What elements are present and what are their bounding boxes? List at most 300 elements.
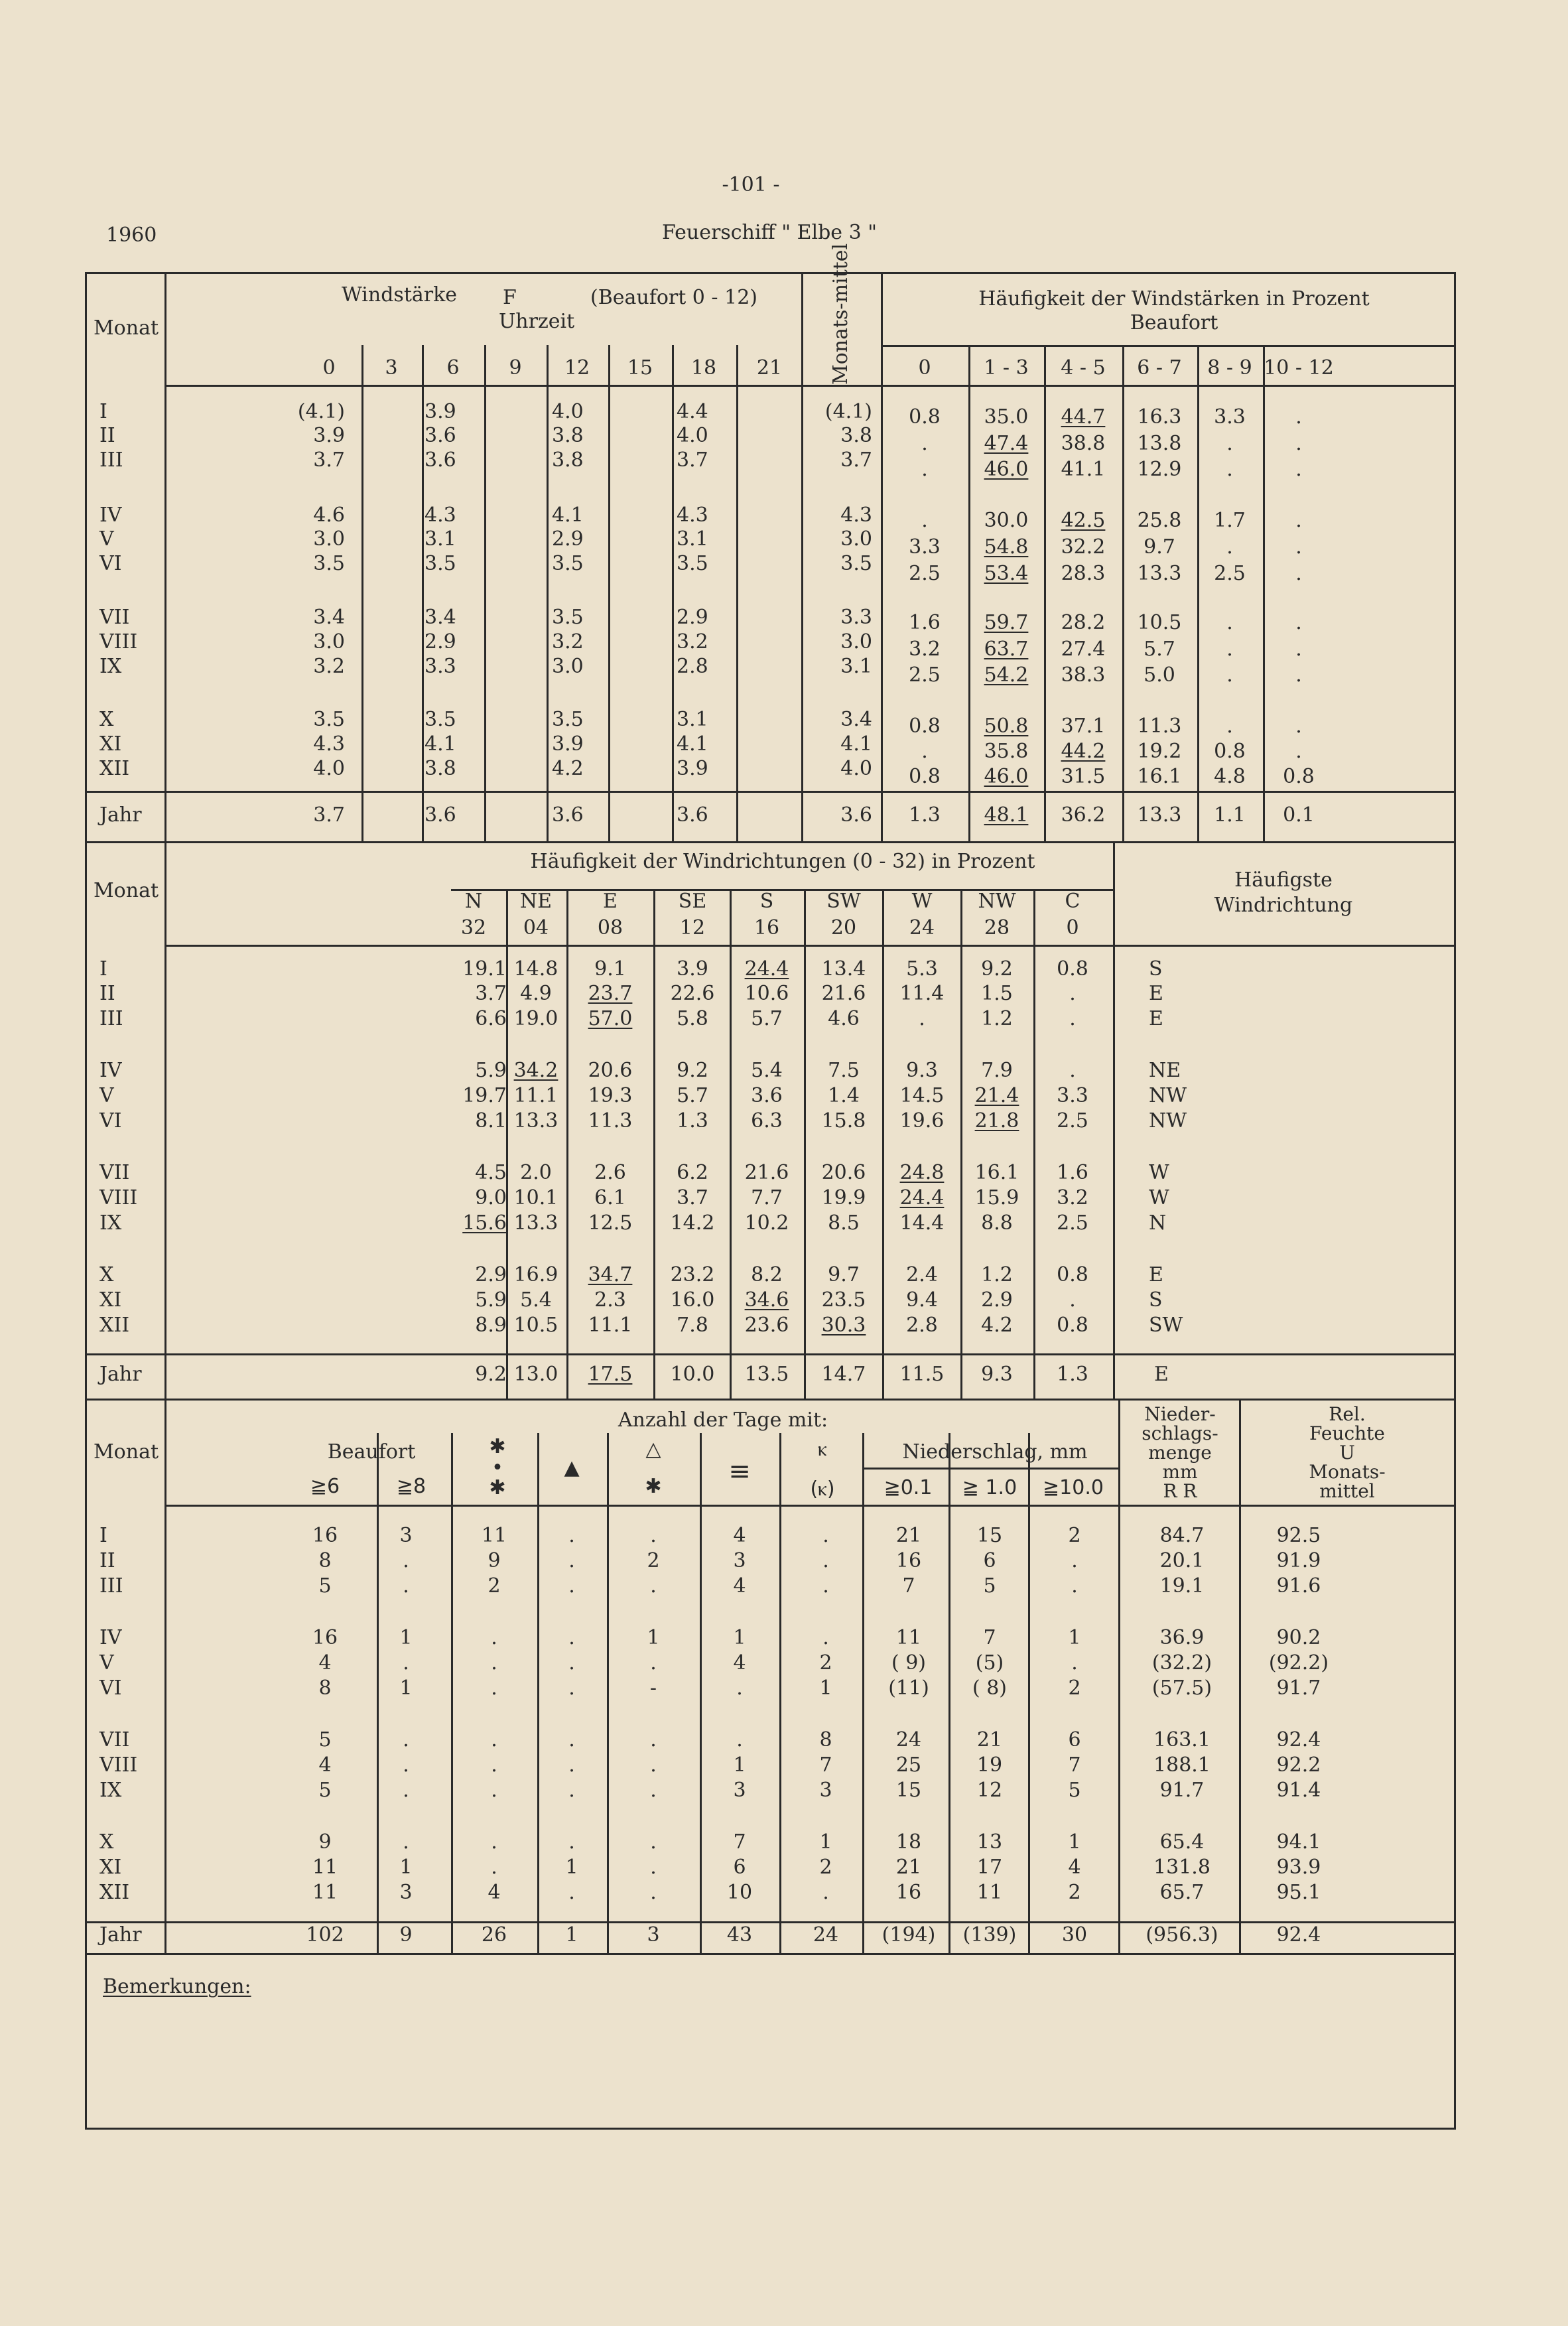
t1-freq-value: 4.8 [1214,765,1246,788]
t2-dir-code: 04 [523,916,549,939]
t1-h6-value: 4.1 [425,732,456,756]
t3-value: 4 [1068,1856,1081,1879]
t2-dir-value: 3.6 [751,1084,783,1107]
t3-value: . [403,1651,409,1675]
t1-freq-value: . [1226,715,1233,738]
t3-monat-label: Monat [93,1440,159,1464]
t2-month-VII: VII [99,1161,130,1184]
t2-dir-value: 19.9 [821,1186,866,1209]
t2-dir-value: 10.2 [744,1211,789,1235]
t1-freq-value: 1.6 [909,611,941,634]
t1-month-XII: XII [99,757,130,780]
t3-value: 11 [312,1856,338,1879]
t2-year-value: 1.3 [1057,1363,1088,1386]
t3-value: 93.9 [1276,1856,1321,1879]
t3-value: 3 [733,1549,746,1572]
t2-dir-value: . [919,1007,925,1030]
t1-freq-value: 50.8 [984,715,1029,738]
t1-hour-divider [672,345,674,841]
t2-dir-value: 4.6 [828,1007,860,1030]
t3-value: . [568,1753,575,1777]
t3-value: . [491,1651,497,1675]
t1-freq-value: 0.8 [1283,765,1315,788]
t3-value: 6 [983,1549,996,1572]
t1-freq-subheader-line [881,345,1454,347]
t2-dir-value: 2.5 [1057,1109,1088,1132]
t3-year-label: Jahr [99,1923,142,1947]
t2-dir-code: 20 [830,916,857,939]
t3-value: 3 [399,1881,413,1904]
t1-freq-value: 37.1 [1061,715,1106,738]
t1-month-II: II [99,424,115,447]
t2-dir-value: 20.6 [821,1161,866,1184]
t2-dir-value: 5.4 [751,1059,783,1082]
t3-year-value: 30 [1061,1923,1088,1947]
t3-value: ( 9) [891,1651,927,1675]
t1-freq-value: 3.3 [1214,405,1246,429]
t1-freq-value: 3.2 [909,638,941,661]
t2-month-V: V [99,1084,114,1107]
t1-freq-value: 2.5 [909,663,941,687]
t1-month-VII: VII [99,606,130,629]
t2-dir-value: 2.0 [520,1161,552,1184]
t1-month-XI: XI [99,732,122,756]
t2-dir-value: . [1069,982,1076,1005]
t3-month-VI: VI [99,1676,122,1700]
t1-year-freq: 0.1 [1283,803,1315,827]
t2-year-value: 11.5 [899,1363,945,1386]
t3-col-divider [1028,1433,1030,1953]
t1-hour-divider [547,345,549,841]
t3-value: . [568,1728,575,1751]
t1-mean-value: 3.5 [840,552,872,575]
t1-h0-value: 3.4 [313,606,345,629]
t3-year-value: 3 [647,1923,660,1947]
t1-title-f: F [503,286,517,309]
t1-freq-value: 42.5 [1061,509,1106,532]
hail-icon: ▲ [564,1456,580,1479]
t1-freq-value: 27.4 [1061,638,1106,661]
t2-dir-value: 14.5 [899,1084,945,1107]
t1-year-freq: 13.3 [1137,803,1182,827]
t3-value: 13 [976,1830,1003,1854]
t2-month-X: X [99,1263,114,1286]
t1-h0-value: (4.1) [297,400,345,423]
t2-bottom [85,1399,1456,1401]
t3-value: . [568,1524,575,1547]
t3-value: . [568,1574,575,1598]
t3-value: . [822,1626,829,1649]
t1-h0-value: 4.6 [313,504,345,527]
t2-dir-value: 6.6 [475,1007,507,1030]
t2-dir-value: 2.3 [594,1288,626,1312]
t1-h12-value: 4.1 [552,504,584,527]
t1-freq-value: . [1295,458,1302,481]
t3-nieder-title: Nieder- [1144,1403,1216,1425]
t2-dir-value: 16.1 [974,1161,1019,1184]
t3-value: 1 [733,1753,746,1777]
t2-month-XII: XII [99,1314,130,1337]
t2-most-value: NW [1149,1109,1187,1132]
t3-value: 21 [976,1728,1003,1751]
t3-bottom [85,1953,1456,1955]
t2-dir-value: 4.9 [520,982,552,1005]
t1-freq-value: . [921,509,928,532]
t1-h6-value: 3.9 [425,400,456,423]
t2-dir-divider [653,889,655,1399]
t1-freq-value: 44.7 [1061,405,1106,429]
t3-month-I: I [99,1524,107,1547]
t1-year-freq: 48.1 [984,803,1029,827]
t1-h12-value: 3.0 [552,655,584,678]
t3-value: 92.4 [1276,1728,1321,1751]
t2-month-IV: IV [99,1059,122,1082]
t1-freq-value: . [1295,432,1302,455]
t1-mean-value: 4.1 [840,732,872,756]
t3-value: 2 [1068,1881,1081,1904]
t1-freq-value: 9.7 [1143,535,1175,559]
t3-value: 7 [1068,1753,1081,1777]
t1-year-top [85,791,1454,793]
t3-value: . [1071,1651,1078,1675]
t3-value: . [1071,1574,1078,1598]
t2-dir-header-w: W [911,890,933,913]
t3-value: 7 [902,1574,915,1598]
t2-dir-value: 11.1 [513,1084,558,1107]
thunderstorm-icon: ⲕ [818,1438,827,1461]
t3-feuchte-title: Rel. [1329,1403,1366,1425]
t2-most-value: NW [1149,1084,1187,1107]
t1-h18-value: 2.8 [677,655,708,678]
t3-value: 91.4 [1276,1779,1321,1802]
t1-freq-value: . [1295,509,1302,532]
t1-freq-value: . [1295,740,1302,763]
t1-freq-title: Häufigkeit der Windstärken in Prozent [978,287,1370,310]
t3-month-XII: XII [99,1881,130,1904]
t2-dir-value: 8.1 [475,1109,507,1132]
thunderstorm-distant-icon: (ⲕ) [810,1477,835,1501]
t3-value: . [1071,1549,1078,1572]
t2-most-value: S [1149,957,1163,981]
t2-dir-value: 14.4 [899,1211,945,1235]
t1-h18-value: 3.5 [677,552,708,575]
t3-year-value: (956.3) [1145,1923,1218,1947]
t1-freq-value: 2.5 [909,562,941,585]
t3-value: . [568,1830,575,1854]
t3-value: - [649,1676,657,1700]
t3-niederschlag-line [862,1468,1118,1470]
t3-value: 3 [819,1779,832,1802]
frame-top [85,272,1454,274]
t3-value: (5) [975,1651,1004,1675]
t3-nieder-title: menge [1148,1442,1212,1464]
t2-dir-header-n: N [464,890,483,913]
t2-dir-value: 8.9 [475,1314,507,1337]
t3-value: 7 [983,1626,996,1649]
t2-dir-value: 5.8 [677,1007,708,1030]
t3-value: 12 [976,1779,1003,1802]
t1-mean-value: 3.1 [840,655,872,678]
t1-mean-value: 3.7 [840,448,872,472]
frame-left [85,272,87,2130]
t2-dir-value: 12.5 [588,1211,633,1235]
t3-value: 84.7 [1159,1524,1205,1547]
t3-value: 1 [399,1676,413,1700]
t2-dir-value: 5.3 [906,957,938,981]
t1-h12-value: 3.5 [552,606,584,629]
t3-value: 11 [895,1626,922,1649]
t2-most-value: S [1149,1288,1163,1312]
t1-title-beaufort: (Beaufort 0 - 12) [590,286,757,309]
t2-month-divider [164,841,166,1399]
t1-h6-value: 3.6 [425,448,456,472]
year-label: 1960 [106,224,157,247]
t1-hour-header-9: 9 [509,356,522,379]
t2-dir-value: . [1069,1288,1076,1312]
t1-freq-value: 54.8 [984,535,1029,559]
t1-freq-value: 2.5 [1214,562,1246,585]
t1-hour-divider [736,345,738,841]
t2-dir-value: 13.3 [513,1211,558,1235]
t3-b6-header: ≧6 [310,1475,340,1498]
t1-bottom [85,841,1456,843]
t2-year-value: 9.3 [981,1363,1013,1386]
fog-icon: ≡ [728,1456,751,1487]
t1-freq-value: . [1226,458,1233,481]
t2-dir-value: 14.8 [513,957,558,981]
t3-value: . [403,1574,409,1598]
t3-year-value: 43 [726,1923,753,1947]
t3-value: 1 [647,1626,660,1649]
t2-dir-value: 0.8 [1057,1314,1088,1337]
t2-dir-value: 34.2 [513,1059,558,1082]
t2-most-title-2: Windrichtung [1214,894,1353,917]
t2-month-III: III [99,1007,123,1030]
t1-hour-header-3: 3 [385,356,398,379]
t2-dir-header-sw: SW [826,890,861,913]
t1-h6-value: 3.5 [425,708,456,731]
t1-freq-value: 53.4 [984,562,1029,585]
t3-value: . [491,1856,497,1879]
t2-dir-value: 2.5 [1057,1211,1088,1235]
t1-mean-right [881,272,883,841]
t1-freq-value: 13.8 [1137,432,1182,455]
t2-year-value: 17.5 [588,1363,633,1386]
t3-value: 16 [312,1626,338,1649]
t1-h12-value: 2.9 [552,527,584,551]
t2-month-XI: XI [99,1288,122,1312]
t3-year-value: (139) [962,1923,1017,1947]
t3-value: 6 [1068,1728,1081,1751]
t1-year-h12: 3.6 [552,803,584,827]
t2-dir-value: 23.6 [744,1314,789,1337]
t1-h12-value: 3.5 [552,552,584,575]
t1-h6-value: 3.5 [425,552,456,575]
t2-dir-value: 9.0 [475,1186,507,1209]
t3-value: 65.7 [1159,1881,1205,1904]
t3-value: . [568,1881,575,1904]
t3-month-II: II [99,1549,115,1572]
t1-mean-value: 3.8 [840,424,872,447]
t1-h0-value: 3.0 [313,527,345,551]
t3-value: . [403,1753,409,1777]
t3-n10-header: ≧ 1.0 [962,1476,1017,1499]
t2-year-value: 13.5 [744,1363,789,1386]
t3-value: 65.4 [1159,1830,1205,1854]
t1-freq-value: 0.8 [909,765,941,788]
t3-value: . [568,1651,575,1675]
t1-h6-value: 3.4 [425,606,456,629]
t2-dir-value: . [1069,1007,1076,1030]
t3-value: 95.1 [1276,1881,1321,1904]
t1-hour-header-12: 12 [564,356,590,379]
t1-header-bottom [164,385,1454,387]
t1-month-I: I [99,400,107,423]
t2-dir-code: 08 [597,916,623,939]
t1-hour-header-15: 15 [627,356,653,379]
t3-month-IV: IV [99,1626,122,1649]
t2-dir-value: 1.2 [981,1263,1013,1286]
t3-year-top [85,1921,1454,1923]
t2-dir-value: 8.5 [828,1211,860,1235]
t1-freq-value: 19.2 [1137,740,1182,763]
t3-value: 15 [895,1779,922,1802]
t1-h12-value: 3.5 [552,708,584,731]
t2-dir-value: 4.2 [981,1314,1013,1337]
t2-dir-value: 24.4 [744,957,789,981]
t1-freq-value: 0.8 [909,715,941,738]
t1-h0-value: 4.3 [313,732,345,756]
t3-value: 2 [647,1549,660,1572]
t3-feuchte-title: U [1339,1442,1355,1464]
t2-dir-divider [882,889,884,1399]
t3-beaufort-label: Beaufort [327,1440,416,1464]
t2-most-value: E [1149,1263,1163,1286]
t2-dir-value: 6.2 [677,1161,708,1184]
t2-dir-value: 6.3 [751,1109,783,1132]
t3-month-V: V [99,1651,114,1675]
t3-value: 91.7 [1159,1779,1205,1802]
t1-freq-value: 59.7 [984,611,1029,634]
graupel-icon: △ [645,1438,661,1461]
t1-h12-value: 3.2 [552,630,584,653]
t2-dir-code: 24 [909,916,935,939]
t1-hour-header-6: 6 [446,356,460,379]
t1-h12-value: 4.0 [552,400,584,423]
t1-hour-header-18: 18 [690,356,717,379]
t2-most-value: E [1149,1007,1163,1030]
t1-hour-divider [422,345,424,841]
t1-freq-col-header: 6 - 7 [1137,356,1182,379]
snow-icon: ✱ [489,1435,506,1458]
t3-value: 5 [318,1574,332,1598]
t2-dir-value: 23.2 [670,1263,715,1286]
t1-freq-value: 1.7 [1214,509,1246,532]
t1-title-uhrzeit: Uhrzeit [499,310,575,333]
t1-freq-value: 44.2 [1061,740,1106,763]
t1-freq-value: 11.3 [1137,715,1182,738]
t3-value: 91.6 [1276,1574,1321,1598]
t1-freq-value: 30.0 [984,509,1029,532]
t1-month-VIII: VIII [99,630,138,653]
t2-dir-value: 0.8 [1057,957,1088,981]
t3-value: 18 [895,1830,922,1854]
t3-month-XI: XI [99,1856,122,1879]
t2-dir-value: 1.5 [981,982,1013,1005]
t2-dir-value: 15.6 [462,1211,507,1235]
t2-month-VIII: VIII [99,1186,138,1209]
t3-value: 9 [488,1549,501,1572]
t2-dir-value: . [1069,1059,1076,1082]
t1-h18-value: 4.0 [677,424,708,447]
t2-dir-value: 4.5 [475,1161,507,1184]
t2-dir-value: 21.6 [744,1161,789,1184]
t2-year-value: 9.2 [475,1363,507,1386]
t1-year-freq: 1.1 [1214,803,1246,827]
t2-dir-value: 9.3 [906,1059,938,1082]
t2-dir-value: 19.6 [899,1109,945,1132]
t2-dir-value: 7.9 [981,1059,1013,1082]
t1-freq-value: 10.5 [1137,611,1182,634]
t1-freq-value: . [1295,562,1302,585]
t2-dir-header-se: SE [678,890,707,913]
t2-year-value: 13.0 [513,1363,558,1386]
t2-dir-code: 16 [753,916,780,939]
t2-dir-value: 7.7 [751,1186,783,1209]
t1-freq-value: 3.3 [909,535,941,559]
t2-month-II: II [99,982,115,1005]
t2-dir-value: 10.6 [744,982,789,1005]
t3-n01-header: ≧0.1 [883,1476,933,1499]
t2-dir-header-ne: NE [519,890,553,913]
t1-h12-value: 4.2 [552,757,584,780]
t1-h0-value: 3.2 [313,655,345,678]
t3-value: 2 [1068,1524,1081,1547]
t1-freq-value: . [1295,611,1302,634]
t1-h6-value: 3.6 [425,424,456,447]
t2-dir-value: 9.2 [981,957,1013,981]
t1-freq-value: 5.7 [1143,638,1175,661]
t2-dir-value: 24.8 [899,1161,945,1184]
t3-value: 3 [733,1779,746,1802]
t2-dir-value: 11.3 [588,1109,633,1132]
t2-dir-value: 7.5 [828,1059,860,1082]
t1-h18-value: 4.3 [677,504,708,527]
t1-month-IX: IX [99,655,122,678]
t3-value: 11 [976,1881,1003,1904]
t2-dir-value: 19.1 [462,957,507,981]
t2-dir-value: 10.5 [513,1314,558,1337]
rain-dot-icon: • [491,1456,503,1479]
t1-freq-col-header: 1 - 3 [984,356,1029,379]
t2-dir-divider [804,889,806,1399]
t3-value: 2 [819,1856,832,1879]
t1-year-h0: 3.7 [313,803,345,827]
t1-freq-value: 35.8 [984,740,1029,763]
t3-value: 10 [726,1881,753,1904]
t2-dir-value: 2.6 [594,1161,626,1184]
t3-value: . [568,1626,575,1649]
t3-month-divider [164,1399,166,1953]
t2-year-value: 14.7 [821,1363,866,1386]
t1-freq-col-header: 0 [918,356,931,379]
t1-h0-value: 3.5 [313,708,345,731]
t1-freq-value: 54.2 [984,663,1029,687]
t2-dir-value: 23.5 [821,1288,866,1312]
t3-feuchte-title: Feuchte [1309,1422,1386,1444]
t2-dir-value: 3.7 [475,982,507,1005]
t1-freq-col-header: 8 - 9 [1207,356,1252,379]
